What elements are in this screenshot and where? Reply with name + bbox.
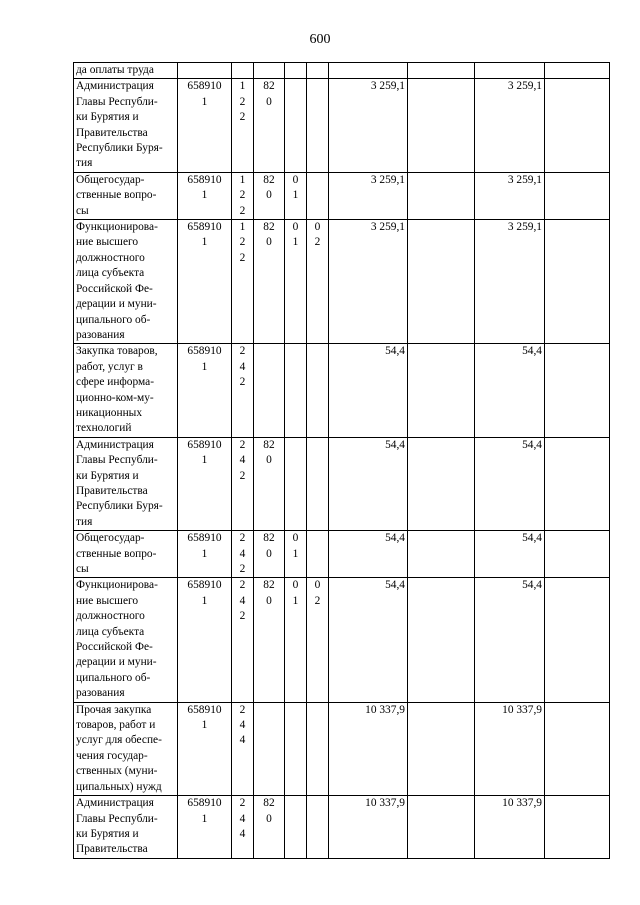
section-code-cell: [285, 220, 307, 344]
ministry-code-cell: [254, 220, 285, 344]
item-name-cell: [74, 702, 178, 795]
target-code-cell: [178, 531, 232, 578]
item-name-cell: [74, 796, 178, 859]
amount-extra-cell: [408, 702, 475, 795]
target-code-cell: [178, 578, 232, 702]
cell-text-line: Правительства: [76, 126, 148, 139]
amount-cell: 10 337,9: [329, 702, 408, 795]
cell-text-line: 1: [201, 812, 208, 825]
cell-text-line: Прочая закупка: [76, 703, 152, 716]
ministry-code-cell: [254, 796, 285, 859]
cell-text-line: 658910: [187, 579, 222, 592]
cell-text-line: Главы Республи-: [76, 95, 158, 108]
cell-text-line: ки Бурятия и: [76, 469, 139, 482]
item-name-cell: [74, 63, 178, 79]
cell-text-line: ципального об-: [76, 313, 151, 326]
cell-text-line: 658910: [187, 703, 222, 716]
cell-text-line: Правительства: [76, 484, 148, 497]
cell-text-line: 4: [239, 547, 246, 560]
cell-text-line: 2: [239, 376, 246, 389]
amount-total-cell: 3 259,1: [475, 79, 545, 172]
amount-cell: 3 259,1: [329, 220, 408, 344]
cell-text-line: 658910: [187, 532, 222, 545]
table-row: [74, 437, 610, 530]
amount-cell: 54,4: [329, 437, 408, 530]
amount-total-cell: 54,4: [475, 578, 545, 702]
cell-text-line: 1: [239, 173, 246, 186]
budget-table: [73, 62, 610, 859]
cell-text-line: должностного: [76, 610, 145, 623]
cell-text-line: 658910: [187, 797, 222, 810]
cell-text-line: 0: [266, 812, 272, 825]
section-code-cell: [285, 437, 307, 530]
subsection-code-cell: [307, 220, 329, 344]
cell-text-line: 82: [263, 579, 275, 592]
cell-text-line: технологий: [76, 422, 132, 435]
table-row: [74, 796, 610, 859]
cell-text-line: 658910: [187, 80, 222, 93]
amount-total-cell: 3 259,1: [475, 172, 545, 219]
cell-text-line: 1: [201, 594, 208, 607]
cell-text-line: 2: [239, 95, 246, 108]
target-code-cell: [178, 796, 232, 859]
amount-extra2-cell: [545, 79, 610, 172]
cell-text-line: Общегосудар-: [76, 532, 145, 545]
section-code-cell: [285, 172, 307, 219]
amount-total-cell: 10 337,9: [475, 796, 545, 859]
cell-text-line: 0: [292, 221, 299, 234]
cell-text-line: 1: [292, 236, 299, 249]
cell-text-line: товаров, работ и: [76, 719, 156, 732]
expense-type-cell: [232, 79, 254, 172]
table-row: [74, 702, 610, 795]
cell-text-line: Главы Республи-: [76, 454, 158, 467]
amount-extra-cell: [408, 531, 475, 578]
cell-text-line: ние высшего: [76, 236, 139, 249]
expense-type-cell: [232, 344, 254, 437]
table-row: [74, 578, 610, 702]
target-code-cell: [178, 172, 232, 219]
cell-text-line: 1: [292, 547, 299, 560]
target-code-cell: [178, 344, 232, 437]
amount-cell: 54,4: [329, 344, 408, 437]
ministry-code-cell: [254, 344, 285, 437]
amount-extra-cell: [408, 437, 475, 530]
cell-text-line: 82: [263, 80, 275, 93]
cell-text-line: 2: [239, 236, 246, 249]
cell-text-line: ственные вопро-: [76, 547, 157, 560]
cell-text-line: 1: [201, 236, 208, 249]
cell-text-line: Администрация: [76, 438, 154, 451]
cell-text-line: Республики Буря-: [76, 142, 163, 155]
cell-text-line: 0: [266, 454, 272, 467]
amount-total-cell: 3 259,1: [475, 220, 545, 344]
cell-text-line: 82: [263, 173, 275, 186]
cell-text-line: 1: [292, 189, 299, 202]
cell-text-line: Администрация: [76, 797, 154, 810]
amount-extra2-cell: [545, 172, 610, 219]
cell-text-line: 1: [201, 360, 208, 373]
cell-text-line: 2: [314, 236, 321, 249]
section-code-cell: [285, 702, 307, 795]
cell-text-line: 2: [239, 438, 246, 451]
item-name-cell: [74, 437, 178, 530]
cell-text-line: 4: [239, 719, 246, 732]
cell-text-line: дерации и муни-: [76, 656, 157, 669]
cell-text-line: тия: [76, 515, 93, 528]
cell-text-line: 2: [314, 594, 321, 607]
section-code-cell: [285, 79, 307, 172]
amount-extra2-cell: [545, 531, 610, 578]
cell-text-line: никационных: [76, 406, 143, 419]
cell-text-line: 2: [239, 797, 246, 810]
amount-total-cell: [475, 63, 545, 79]
subsection-code-cell: [307, 437, 329, 530]
amount-cell: [329, 63, 408, 79]
cell-text-line: 1: [201, 547, 208, 560]
cell-text-line: 2: [239, 189, 246, 202]
cell-text-line: 2: [239, 204, 246, 217]
cell-text-line: должностного: [76, 251, 145, 264]
expense-type-cell: [232, 702, 254, 795]
section-code-cell: [285, 531, 307, 578]
ministry-code-cell: [254, 79, 285, 172]
cell-text-line: Администрация: [76, 80, 154, 93]
cell-text-line: 0: [292, 532, 299, 545]
cell-text-line: Российской Фе-: [76, 282, 153, 295]
cell-text-line: 4: [239, 594, 246, 607]
target-code-cell: [178, 79, 232, 172]
section-code-cell: [285, 796, 307, 859]
amount-total-cell: 54,4: [475, 344, 545, 437]
cell-text-line: Закупка товаров,: [76, 345, 158, 358]
cell-text-line: 4: [239, 812, 246, 825]
amount-extra-cell: [408, 578, 475, 702]
cell-text-line: 2: [239, 251, 246, 264]
table-row: [74, 172, 610, 219]
cell-text-line: Главы Республи-: [76, 812, 158, 825]
target-code-cell: [178, 437, 232, 530]
table-body: [74, 63, 610, 859]
amount-total-cell: 54,4: [475, 531, 545, 578]
cell-text-line: 0: [314, 221, 321, 234]
cell-text-line: 658910: [187, 173, 222, 186]
cell-text-line: 1: [201, 454, 208, 467]
cell-text-line: ственных (муни-: [76, 765, 158, 778]
cell-text-line: 0: [266, 95, 272, 108]
item-name-cell: [74, 79, 178, 172]
target-code-cell: [178, 220, 232, 344]
cell-text-line: лица субъекта: [76, 267, 145, 280]
cell-text-line: 2: [239, 563, 246, 575]
subsection-code-cell: [307, 531, 329, 578]
amount-extra-cell: [408, 79, 475, 172]
target-code-cell: [178, 702, 232, 795]
ministry-code-cell: [254, 437, 285, 530]
ministry-code-cell: [254, 172, 285, 219]
cell-text-line: 2: [239, 532, 246, 545]
cell-text-line: работ, услуг в: [76, 360, 143, 373]
cell-text-line: ципального об-: [76, 671, 151, 684]
item-name-cell: [74, 220, 178, 344]
cell-text-line: ционно-ком-му-: [76, 391, 154, 404]
amount-extra-cell: [408, 63, 475, 79]
table-row: [74, 63, 610, 79]
cell-text-line: Российской Фе-: [76, 641, 153, 654]
cell-text-line: 658910: [187, 221, 222, 234]
cell-text-line: 0: [314, 579, 321, 592]
cell-text-line: 1: [201, 719, 208, 732]
cell-text-line: 4: [239, 360, 246, 373]
cell-text-line: услуг для обеспе-: [76, 734, 162, 747]
cell-text-line: 82: [263, 221, 275, 234]
target-code-cell: [178, 63, 232, 79]
cell-text-line: Общегосудар-: [76, 173, 145, 186]
expense-type-cell: [232, 531, 254, 578]
amount-extra2-cell: [545, 578, 610, 702]
ministry-code-cell: [254, 63, 285, 79]
amount-cell: 3 259,1: [329, 172, 408, 219]
cell-text-line: 1: [292, 594, 299, 607]
cell-text-line: 1: [239, 221, 246, 234]
cell-text-line: ние высшего: [76, 594, 139, 607]
cell-text-line: 0: [266, 594, 272, 607]
item-name-cell: [74, 172, 178, 219]
table-row: [74, 344, 610, 437]
amount-cell: 10 337,9: [329, 796, 408, 859]
cell-text-line: 4: [239, 827, 246, 840]
subsection-code-cell: [307, 79, 329, 172]
expense-type-cell: [232, 796, 254, 859]
cell-text-line: чения государ-: [76, 749, 148, 762]
ministry-code-cell: [254, 702, 285, 795]
table-row: [74, 79, 610, 172]
cell-text-line: 2: [239, 703, 246, 716]
expense-type-cell: [232, 63, 254, 79]
amount-extra-cell: [408, 344, 475, 437]
amount-extra-cell: [408, 796, 475, 859]
cell-text-line: 1: [201, 189, 208, 202]
cell-text-line: 2: [239, 111, 246, 124]
amount-cell: 54,4: [329, 531, 408, 578]
cell-text-line: сы: [76, 563, 89, 575]
cell-text-line: 0: [266, 547, 272, 560]
table-row: [74, 531, 610, 578]
cell-text-line: Функционирова-: [76, 579, 158, 592]
amount-extra2-cell: [545, 702, 610, 795]
cell-text-line: Функционирова-: [76, 221, 158, 234]
amount-extra-cell: [408, 172, 475, 219]
item-name-cell: [74, 344, 178, 437]
cell-text-line: 2: [239, 469, 246, 482]
section-code-cell: [285, 344, 307, 437]
amount-extra2-cell: [545, 437, 610, 530]
ministry-code-cell: [254, 531, 285, 578]
expense-type-cell: [232, 220, 254, 344]
subsection-code-cell: [307, 344, 329, 437]
cell-text-line: 4: [239, 734, 246, 747]
amount-extra2-cell: [545, 63, 610, 79]
cell-text-line: 0: [292, 173, 299, 186]
cell-text-line: лица субъекта: [76, 625, 145, 638]
amount-extra2-cell: [545, 796, 610, 859]
cell-text-line: 2: [239, 345, 246, 358]
cell-text-line: 1: [239, 80, 246, 93]
cell-text-line: 0: [266, 189, 272, 202]
cell-text-line: 658910: [187, 438, 222, 451]
table-row: [74, 220, 610, 344]
cell-text-line: 4: [239, 454, 246, 467]
expense-type-cell: [232, 437, 254, 530]
section-code-cell: [285, 578, 307, 702]
cell-text-line: разования: [76, 687, 125, 700]
cell-text-line: ственные вопро-: [76, 189, 157, 202]
cell-text-line: Республики Буря-: [76, 500, 163, 513]
amount-total-cell: 54,4: [475, 437, 545, 530]
cell-text-line: сы: [76, 204, 89, 217]
ministry-code-cell: [254, 578, 285, 702]
cell-text-line: сфере информа-: [76, 376, 154, 389]
cell-text-line: дерации и муни-: [76, 298, 157, 311]
amount-cell: 3 259,1: [329, 79, 408, 172]
cell-text-line: 82: [263, 438, 275, 451]
subsection-code-cell: [307, 578, 329, 702]
expense-type-cell: [232, 578, 254, 702]
amount-extra-cell: [408, 220, 475, 344]
cell-text-line: 0: [266, 236, 272, 249]
item-name-cell: [74, 531, 178, 578]
amount-extra2-cell: [545, 344, 610, 437]
cell-text-line: Правительства: [76, 843, 148, 856]
cell-text-line: 2: [239, 579, 246, 592]
cell-text-line: ципальных) нужд: [76, 780, 162, 793]
amount-total-cell: 10 337,9: [475, 702, 545, 795]
cell-text-line: 82: [263, 532, 275, 545]
cell-text-line: 2: [239, 610, 246, 623]
cell-text-line: да оплаты труда: [76, 64, 154, 76]
expense-type-cell: [232, 172, 254, 219]
amount-extra2-cell: [545, 220, 610, 344]
section-code-cell: [285, 63, 307, 79]
cell-text-line: ки Бурятия и: [76, 111, 139, 124]
subsection-code-cell: [307, 796, 329, 859]
cell-text-line: 82: [263, 797, 275, 810]
cell-text-line: 0: [292, 579, 299, 592]
item-name-cell: [74, 578, 178, 702]
cell-text-line: 1: [201, 95, 208, 108]
subsection-code-cell: [307, 63, 329, 79]
subsection-code-cell: [307, 172, 329, 219]
cell-text-line: 658910: [187, 345, 222, 358]
cell-text-line: ки Бурятия и: [76, 827, 139, 840]
subsection-code-cell: [307, 702, 329, 795]
cell-text-line: разования: [76, 328, 125, 341]
cell-text-line: тия: [76, 157, 93, 170]
page-number: 600: [309, 32, 331, 47]
amount-cell: 54,4: [329, 578, 408, 702]
